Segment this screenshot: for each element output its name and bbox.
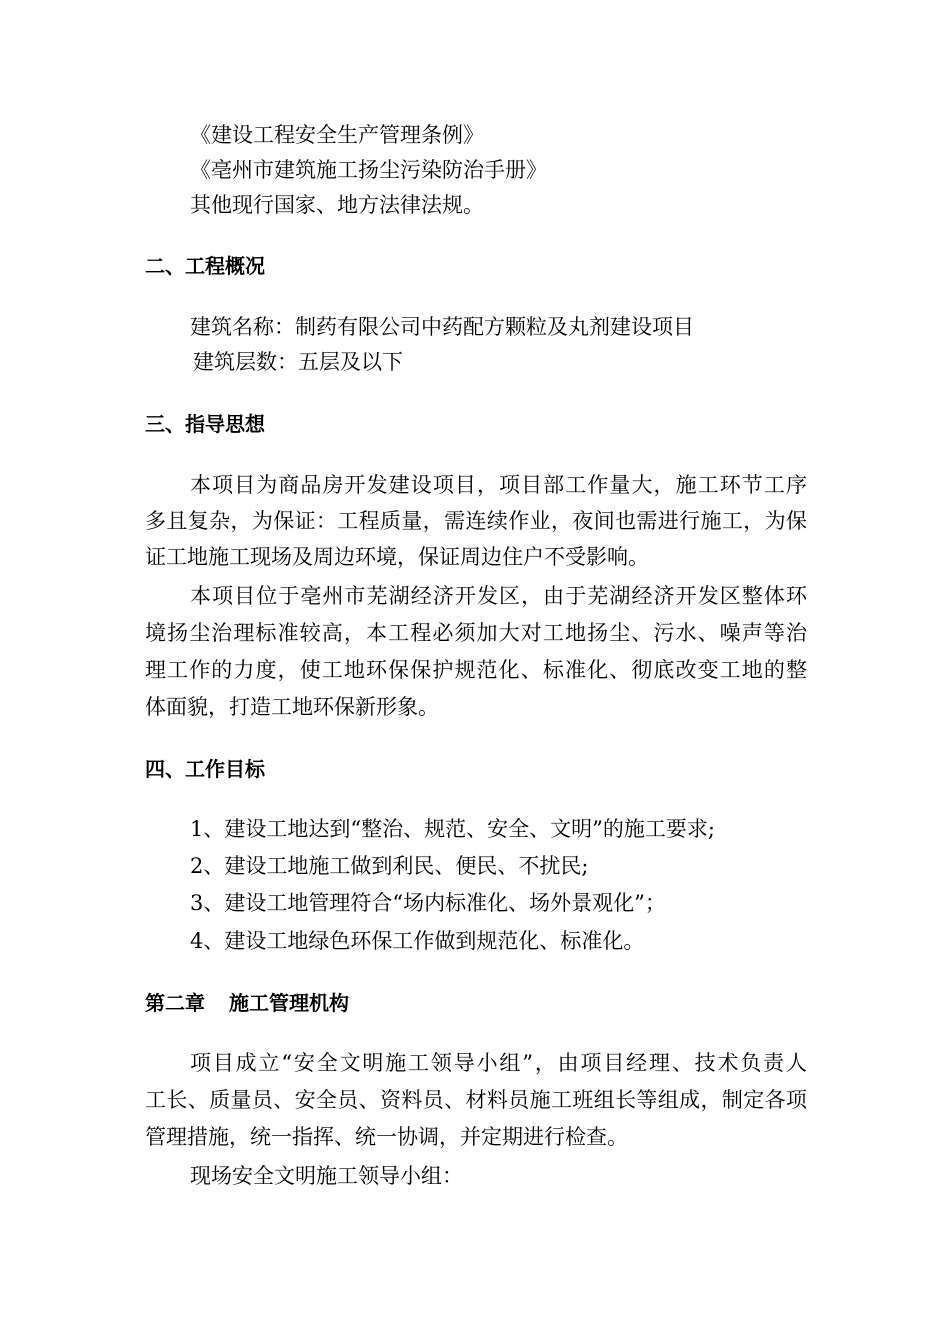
goal-item: 2、建设工地施工做到利民、便民、不扰民; [190,854,589,878]
section-heading: 二、工程概况 [145,254,265,278]
paragraph-line: 本项目位于亳州市芜湖经济开发区，由于芜湖经济开发区整体环 [190,584,807,608]
law-item: 《建设工程安全生产管理条例》 [190,123,484,147]
goal-item: 4、建设工地绿色环保工作做到规范化、标准化。 [190,929,645,953]
chapter-title: 施工管理机构 [229,991,349,1015]
building-name: 建筑名称：制药有限公司中药配方颗粒及丸剂建设项目 [190,315,694,339]
paragraph-line: 工长、质量员、安全员、资料员、材料员施工班组长等组成，制定各项 [145,1088,807,1112]
building-floors: 建筑层数：五层及以下 [193,350,403,374]
paragraph-line: 本项目为商品房开发建设项目，项目部工作量大，施工环节工序 [190,473,807,497]
paragraph-line: 多且复杂，为保证：工程质量，需连续作业，夜间也需进行施工，为保 [145,509,807,533]
goal-item: 1、建设工地达到“整治、规范、安全、文明”的施工要求; [190,817,715,841]
law-item: 《亳州市建筑施工扬尘污染防治手册》 [190,158,547,182]
paragraph-line: 管理措施，统一指挥、统一协调，并定期进行检查。 [145,1125,628,1149]
section-heading: 三、指导思想 [145,412,265,436]
goal-item: 3、建设工地管理符合“场内标准化、场外景观化”； [190,891,666,915]
paragraph-line: 现场安全文明施工领导小组： [190,1164,463,1188]
paragraph-line: 体面貌，打造工地环保新形象。 [145,695,439,719]
paragraph-line: 境扬尘治理标准较高，本工程必须加大对工地扬尘、污水、噪声等治 [145,621,807,645]
paragraph-line: 理工作的力度，使工地环保保护规范化、标准化、彻底改变工地的整 [145,658,807,682]
chapter-heading [145,988,349,1018]
section-heading: 四、工作目标 [145,757,265,781]
paragraph-line: 证工地施工现场及周边环境，保证周边住户不受影响。 [145,545,649,569]
chapter-number: 第二章 [145,991,205,1015]
paragraph-line: 项目成立“安全文明施工领导小组”，由项目经理、技术负责人 [190,1051,807,1075]
law-item: 其他现行国家、地方法律法规。 [190,193,484,217]
